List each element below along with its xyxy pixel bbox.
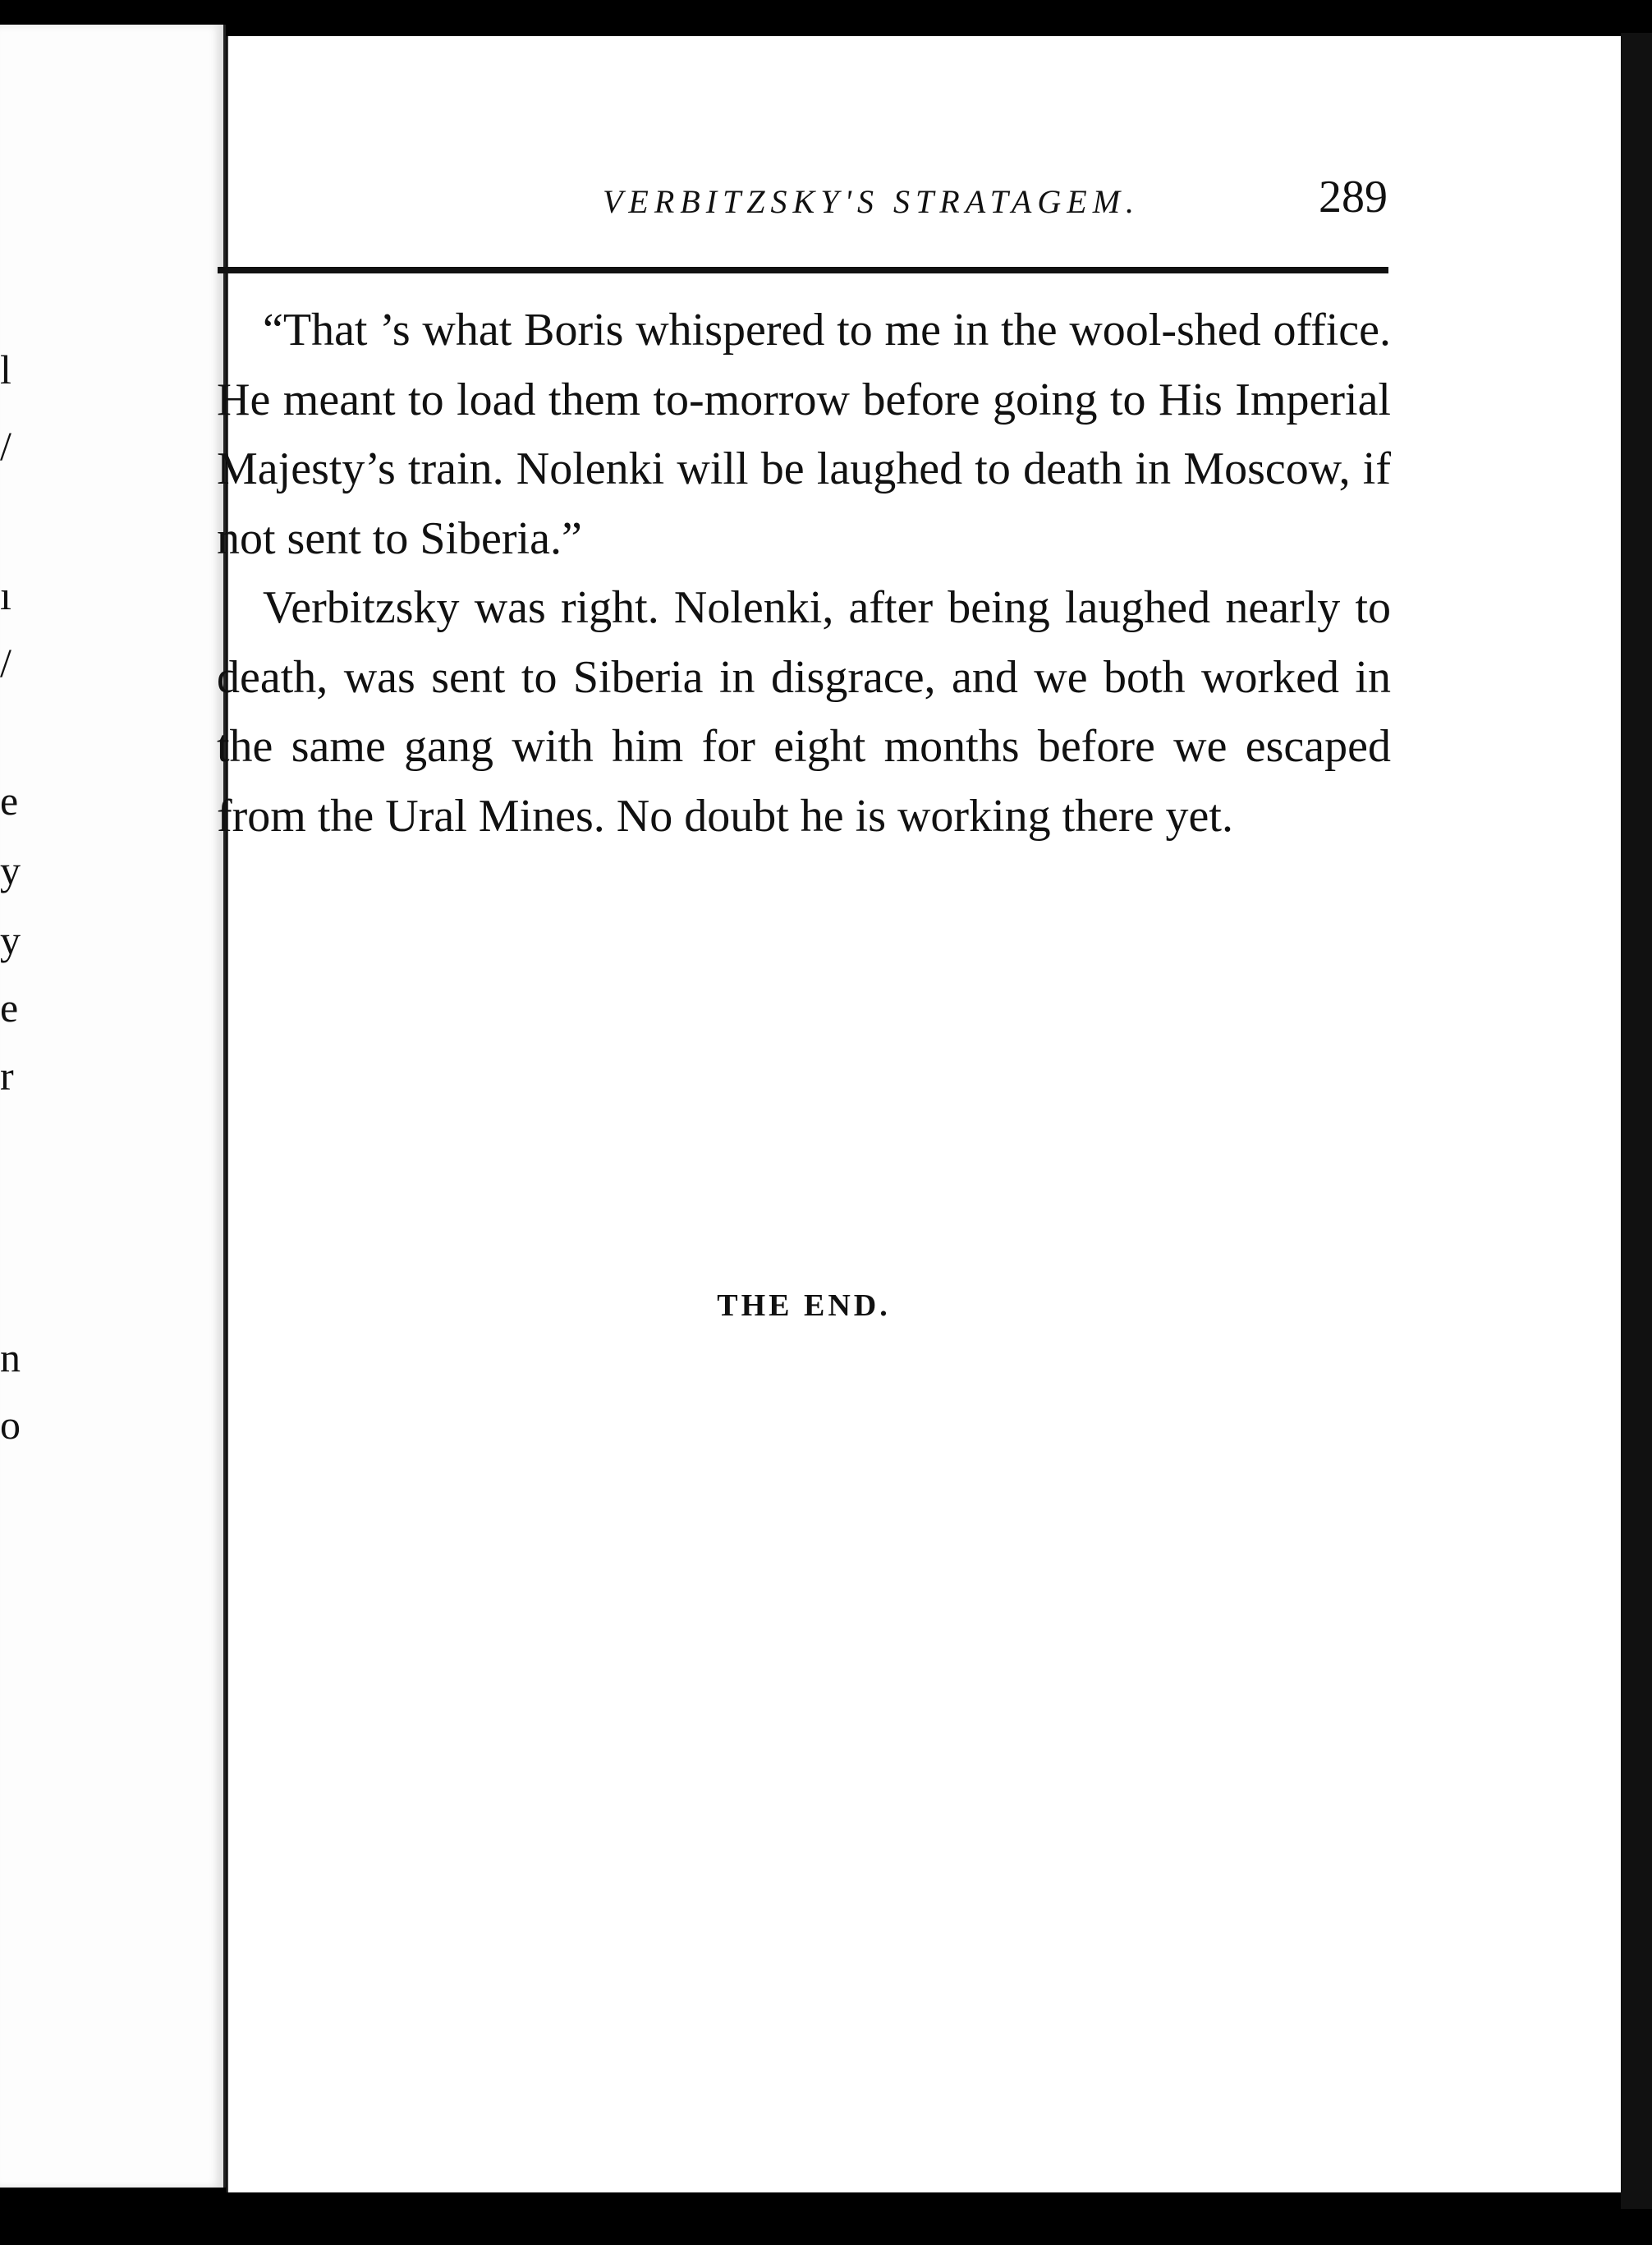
scan-border	[1621, 33, 1652, 2209]
edge-letter: e	[0, 778, 19, 824]
edge-letter: e	[0, 985, 19, 1031]
running-title: VERBITZSKY'S STRATAGEM.	[603, 183, 1140, 220]
the-end-marker: THE END.	[717, 1288, 891, 1323]
edge-letter: n	[0, 1334, 21, 1380]
edge-letter: y	[0, 917, 21, 963]
edge-letter: r	[0, 1053, 14, 1099]
edge-letter: l	[0, 347, 11, 393]
previous-page-edge	[0, 25, 226, 2188]
body-text	[217, 296, 1391, 851]
running-head	[217, 154, 1391, 228]
edge-letter: /	[0, 423, 11, 469]
paragraph: Verbitzsky was right. Nolenki, after being laughed nearly to death, was sent to Siberia in disgrace, and we both worked in the same gang with him for eight months before we escaped from the Ural Mines. No doubt he is working there yet.	[217, 582, 1391, 842]
edge-letter: y	[0, 847, 21, 893]
edge-letter: o	[0, 1402, 21, 1448]
header-rule	[218, 267, 1388, 273]
paragraph: “That ’s what Boris whispered to me in the wool-shed office. He meant to load them to-morrow before going to His Imperial Majesty’s train. Nolenki will be laughed to death in Moscow, if not sent to Siberia.”	[217, 305, 1391, 564]
edge-letter: /	[0, 640, 11, 686]
page-number: 289	[1319, 172, 1388, 223]
edge-letter: ı	[0, 572, 11, 618]
